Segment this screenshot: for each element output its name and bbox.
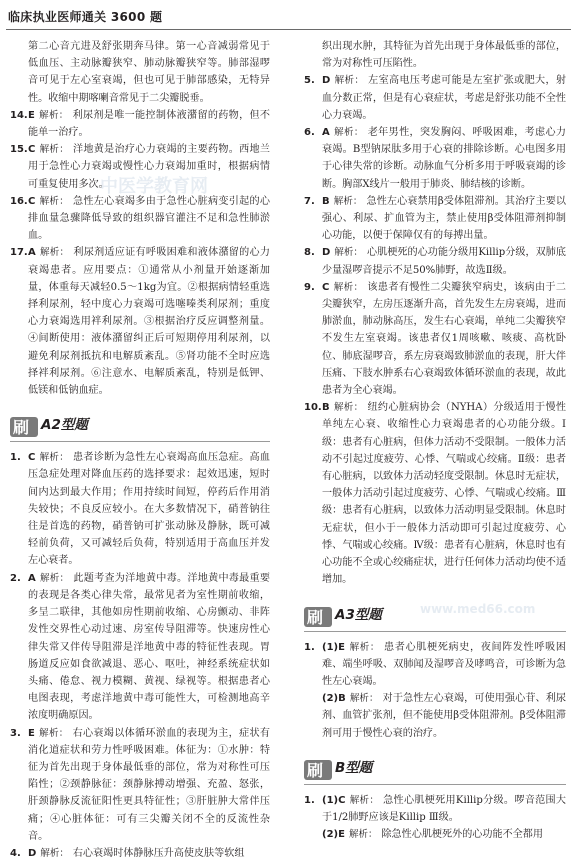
continued-paragraph: 织出现水肿，其特征为首先出现于身体最低垂的部位，常为对称性可压陷性。 [322, 41, 566, 70]
right-column [304, 38, 566, 843]
analysis-text: 该患者有慢性二尖瓣狭窄病史，该病由于二尖瓣狭窄，左房压逐渐升高，首先发生左房衰竭，进而肺淤血，肺动脉高压，发生右心衰竭，单纯二尖瓣狭窄不发生左室衰竭。该患者仅1周咳嗽、咳痰、高枕卧位、肺底湿啰音，系左房衰竭致肺淤血的表现，肝大伴压痛、下肢水肿系右心衰竭致体循环淤血的表现，故此患者为全心衰竭。 [322, 281, 566, 397]
analysis-text: 此题考查为洋地黄中毒。洋地黄中毒最重要的表现是各类心律失常，最常见者为室性期前收缩，多呈二联律，其他如房性期前收缩、心房颤动、非阵发性交界性心动过速、房室传导阻滞等。快速房性心律失常又伴传导阻滞是洋地黄中毒的特征性表现。胃肠道反应如食欲减退、恶心、呕吐，神经系统症状如头痛、倦怠、视力模糊、黄视、绿视等。根据患者心电图表现，考虑洋地黄中毒可能性大，可检测地高辛浓度明确原因。 [28, 572, 270, 722]
analysis-tag: 解析： [39, 572, 70, 584]
analysis-tag: 解析： [39, 144, 70, 156]
answer-letter: (1)E [322, 641, 345, 653]
section-heading-a2 [10, 411, 270, 443]
left-column [10, 38, 270, 862]
analysis-tag: 解析： [334, 75, 365, 87]
analysis-tag: 解析： [333, 195, 363, 207]
item-number: 7. [304, 195, 315, 207]
answer-letter: C [322, 281, 330, 293]
brush-icon [304, 756, 334, 782]
item-number: 8. [304, 247, 315, 259]
item-number: 1. [304, 794, 315, 806]
section-label: B型题 [335, 759, 373, 776]
analysis-text: 利尿剂是唯一能控制体液潴留的药物，但不能单一治疗。 [28, 109, 270, 139]
answer-letter: A [28, 572, 36, 584]
answer-letter: A [28, 247, 36, 259]
analysis-tag: 解析： [349, 693, 379, 705]
analysis-text: 纽约心脏病协会（NYHA）分级适用于慢性单纯左心衰、收缩性心力衰竭患者的心功能分级。Ⅰ级：患者有心脏病，但体力活动不受限制。一般体力活动不引起过度疲劳、心悸、气喘或心绞痛。Ⅱ级：患者有心脏病，以致体力活动轻度受限制。休息时无症状，一般体力活动引起过度疲劳、心悸、气喘或心绞痛。Ⅲ级：患者有心脏病，以致体力活动明显受限制。休息时无症状，但小于一般体力活动即可引起过度疲劳、心悸、气喘或心绞痛。Ⅳ级：患者有心脏病，休息时也有心功能不全或心绞痛症状，进行任何体力活动均使不适增加。 [322, 402, 566, 586]
answer-letter: D [322, 75, 331, 87]
answer-item [304, 193, 566, 245]
analysis-tag: 解析： [39, 247, 70, 259]
item-number: 16. [10, 195, 28, 207]
item-number: 6. [304, 127, 315, 139]
analysis-text: 左室高电压考虑可能是左室扩张或肥大，射血分数正常，但是有心衰症状，考虑是舒张功能不全性心力衰竭。 [322, 75, 566, 121]
answer-letter: E [28, 727, 35, 739]
item-number: 10. [304, 402, 322, 414]
watermark: 中医学教育网 [100, 176, 208, 197]
page-title: 临床执业医师通关 3600 题 [8, 10, 163, 24]
item-number: 5. [304, 75, 315, 87]
analysis-text: 患者诊断为急性左心衰竭高血压急症。高血压急症处理对降血压药的选择要求：起效迅速，短时间内达到最大作用；作用持续时间短，停药后作用消失较快；不良反应较小。在大多数情况下，硝普钠往往是首选的药物，硝普钠可扩张动脉及静脉，既可减轻前负荷，又可减轻后负荷，特别适用于高血压并发左心衰者。 [28, 452, 270, 567]
answer-item [10, 449, 270, 569]
answer-item [10, 107, 270, 141]
analysis-tag: 解析： [333, 402, 364, 414]
item-number: 2. [10, 572, 21, 584]
watermark: www.med66.com [420, 602, 536, 616]
analysis-text: 患者心肌梗死病史，夜间阵发性呼吸困难、端坐呼吸、双肺闻及湿啰音及哮鸣音，可诊断为急性左心衰竭。 [322, 641, 566, 687]
answer-letter: E [28, 109, 35, 121]
answer-letter: (1)C [322, 794, 346, 806]
answer-item [304, 124, 566, 193]
analysis-tag: 解析： [349, 794, 380, 806]
section-heading-b [304, 754, 566, 786]
svg-text:刷: 刷 [307, 760, 324, 780]
answer-item [10, 570, 270, 725]
analysis-text: 急性左心衰禁用β受体阻滞剂。其治疗主要以强心、利尿、扩血管为主，禁止使用β受体阻滞剂抑制心功能，以便于保障仅有的每搏出量。 [322, 195, 566, 242]
answer-item [304, 792, 566, 826]
analysis-tag: 解析： [38, 109, 69, 121]
svg-text:刷: 刷 [13, 418, 30, 438]
brush-icon [304, 603, 334, 629]
answer-item [304, 399, 566, 588]
analysis-tag: 解析： [39, 452, 70, 464]
analysis-text: 除急性心肌梗死外的心功能不全都用 [381, 829, 543, 841]
answer-item [10, 141, 270, 193]
answer-letter: D [322, 247, 331, 259]
analysis-text: 心肌梗死的心功能分级用Killip分级，双肺底少量湿啰音提示不足50%肺野，故选Ⅱ级。 [322, 247, 566, 276]
answer-item [304, 639, 566, 691]
answer-letter: B [322, 402, 330, 414]
analysis-tag: 解析： [40, 847, 69, 859]
answer-letter: C [28, 144, 36, 156]
answer-item [304, 690, 566, 742]
section-rule [10, 441, 270, 442]
item-number: 4. [10, 847, 21, 859]
answer-letter: A [322, 127, 330, 139]
analysis-text: 右心衰竭以体循环淤血的表现为主，症状有消化道症状和劳力性呼吸困难。体征为：①水肿：特征为首先出现于身体最低垂的部位，常为对称性可压陷性；②颈静脉征：颈静脉搏动增强、充盈、怒张，肝颈静脉反流征阳性更具特征性；③肝脏肿大常伴压痛；④心脏体征：可有三尖瓣关闭不全的反流性杂音。 [28, 727, 270, 842]
analysis-tag: 解析： [39, 195, 70, 207]
analysis-text: 洋地黄是治疗心力衰竭的主要药物。西地兰用于急性心力衰竭或慢性心力衰竭加重时，根据病情可重复使用多次。 [28, 144, 270, 190]
analysis-text: 急性左心衰竭多由于急性心脏病变引起的心排血量急骤降低导致的组织器官灌注不足和急性肺淤血。 [28, 195, 270, 242]
answer-letter: C [28, 195, 36, 207]
continued-paragraph: 第二心音亢进及舒张期奔马律。第一心音减弱常见于低血压、主动脉瓣狭窄、肺动脉瓣狭窄等。肺部湿啰音可见于左心室衰竭，但也可见于肺部感染，无特异性。收缩中期喀喇音常见于二尖瓣脱垂。 [28, 41, 270, 104]
analysis-tag: 解析： [38, 727, 69, 739]
analysis-tag: 解析： [348, 641, 381, 653]
analysis-tag: 解析： [334, 247, 363, 259]
section-rule [304, 784, 566, 785]
section-label: A2型题 [41, 417, 88, 434]
section-label: A3型题 [335, 606, 382, 623]
item-number: 3. [10, 727, 21, 739]
item-number: 17. [10, 247, 28, 259]
answer-item [304, 72, 566, 124]
answer-letter: (2)B [322, 693, 346, 705]
answer-letter: D [28, 847, 37, 859]
analysis-tag: 解析： [333, 281, 364, 293]
answer-item [304, 826, 566, 843]
svg-text:刷: 刷 [307, 607, 324, 627]
analysis-text: 对于急性左心衰竭，可使用强心苷、利尿剂、血管扩张剂，但不能使用β受体阻滞剂。β受体阻滞剂可用于慢性心衰的治疗。 [322, 693, 566, 739]
item-number: 9. [304, 281, 315, 293]
analysis-tag: 解析： [333, 127, 364, 139]
item-number: 1. [10, 452, 21, 464]
answer-item [10, 845, 270, 862]
answer-item [10, 193, 270, 245]
answer-item [10, 244, 270, 399]
answer-letter: C [28, 452, 36, 464]
answer-letter: (2)E [322, 829, 345, 841]
item-number: 1. [304, 641, 315, 653]
analysis-text: 右心衰竭时体静脉压升高使皮肤等软组 [72, 847, 245, 859]
answer-item [304, 244, 566, 278]
page-header [6, 0, 571, 30]
answer-letter: B [322, 195, 330, 207]
brush-icon [10, 413, 40, 439]
analysis-text: 老年男性，突发胸闷、呼吸困难，考虑心力衰竭。B型钠尿肽多用于心衰的排除诊断。心电图多用于心律失常的诊断。动脉血气分析多用于呼吸衰竭的诊断。胸部X线片一般用于肺炎、肺结核的诊断。 [322, 127, 566, 190]
item-number: 15. [10, 144, 28, 156]
analysis-text: 利尿剂适应证有呼吸困难和液体潴留的心力衰竭患者。应用要点：①通常从小剂量开始逐渐加量，体重每天减轻0.5～1kg为宜。②根据病情轻重选择利尿剂，轻中度心力衰竭可选噻嗪类利尿剂；重度心力衰竭选用袢利尿剂。③根据治疗反应调整剂量。④间断使用：液体潴留纠正后可短期停用利尿剂，以避免利尿剂抵抗和电解质紊乱。⑤肾功能不全时应选择袢利尿剂。⑥注意水、电解质紊乱，特别是低钾、低镁和低钠血症。 [28, 247, 270, 397]
answer-item [304, 279, 566, 399]
item-number: 14. [10, 109, 28, 121]
analysis-tag: 解析： [348, 829, 378, 841]
analysis-text: 急性心肌梗死用Killip分级。啰音范围大于1/2肺野应该是Killip Ⅲ级。 [322, 794, 566, 823]
section-heading-a3 [304, 601, 566, 633]
answer-item [10, 725, 270, 845]
section-rule [304, 631, 566, 632]
